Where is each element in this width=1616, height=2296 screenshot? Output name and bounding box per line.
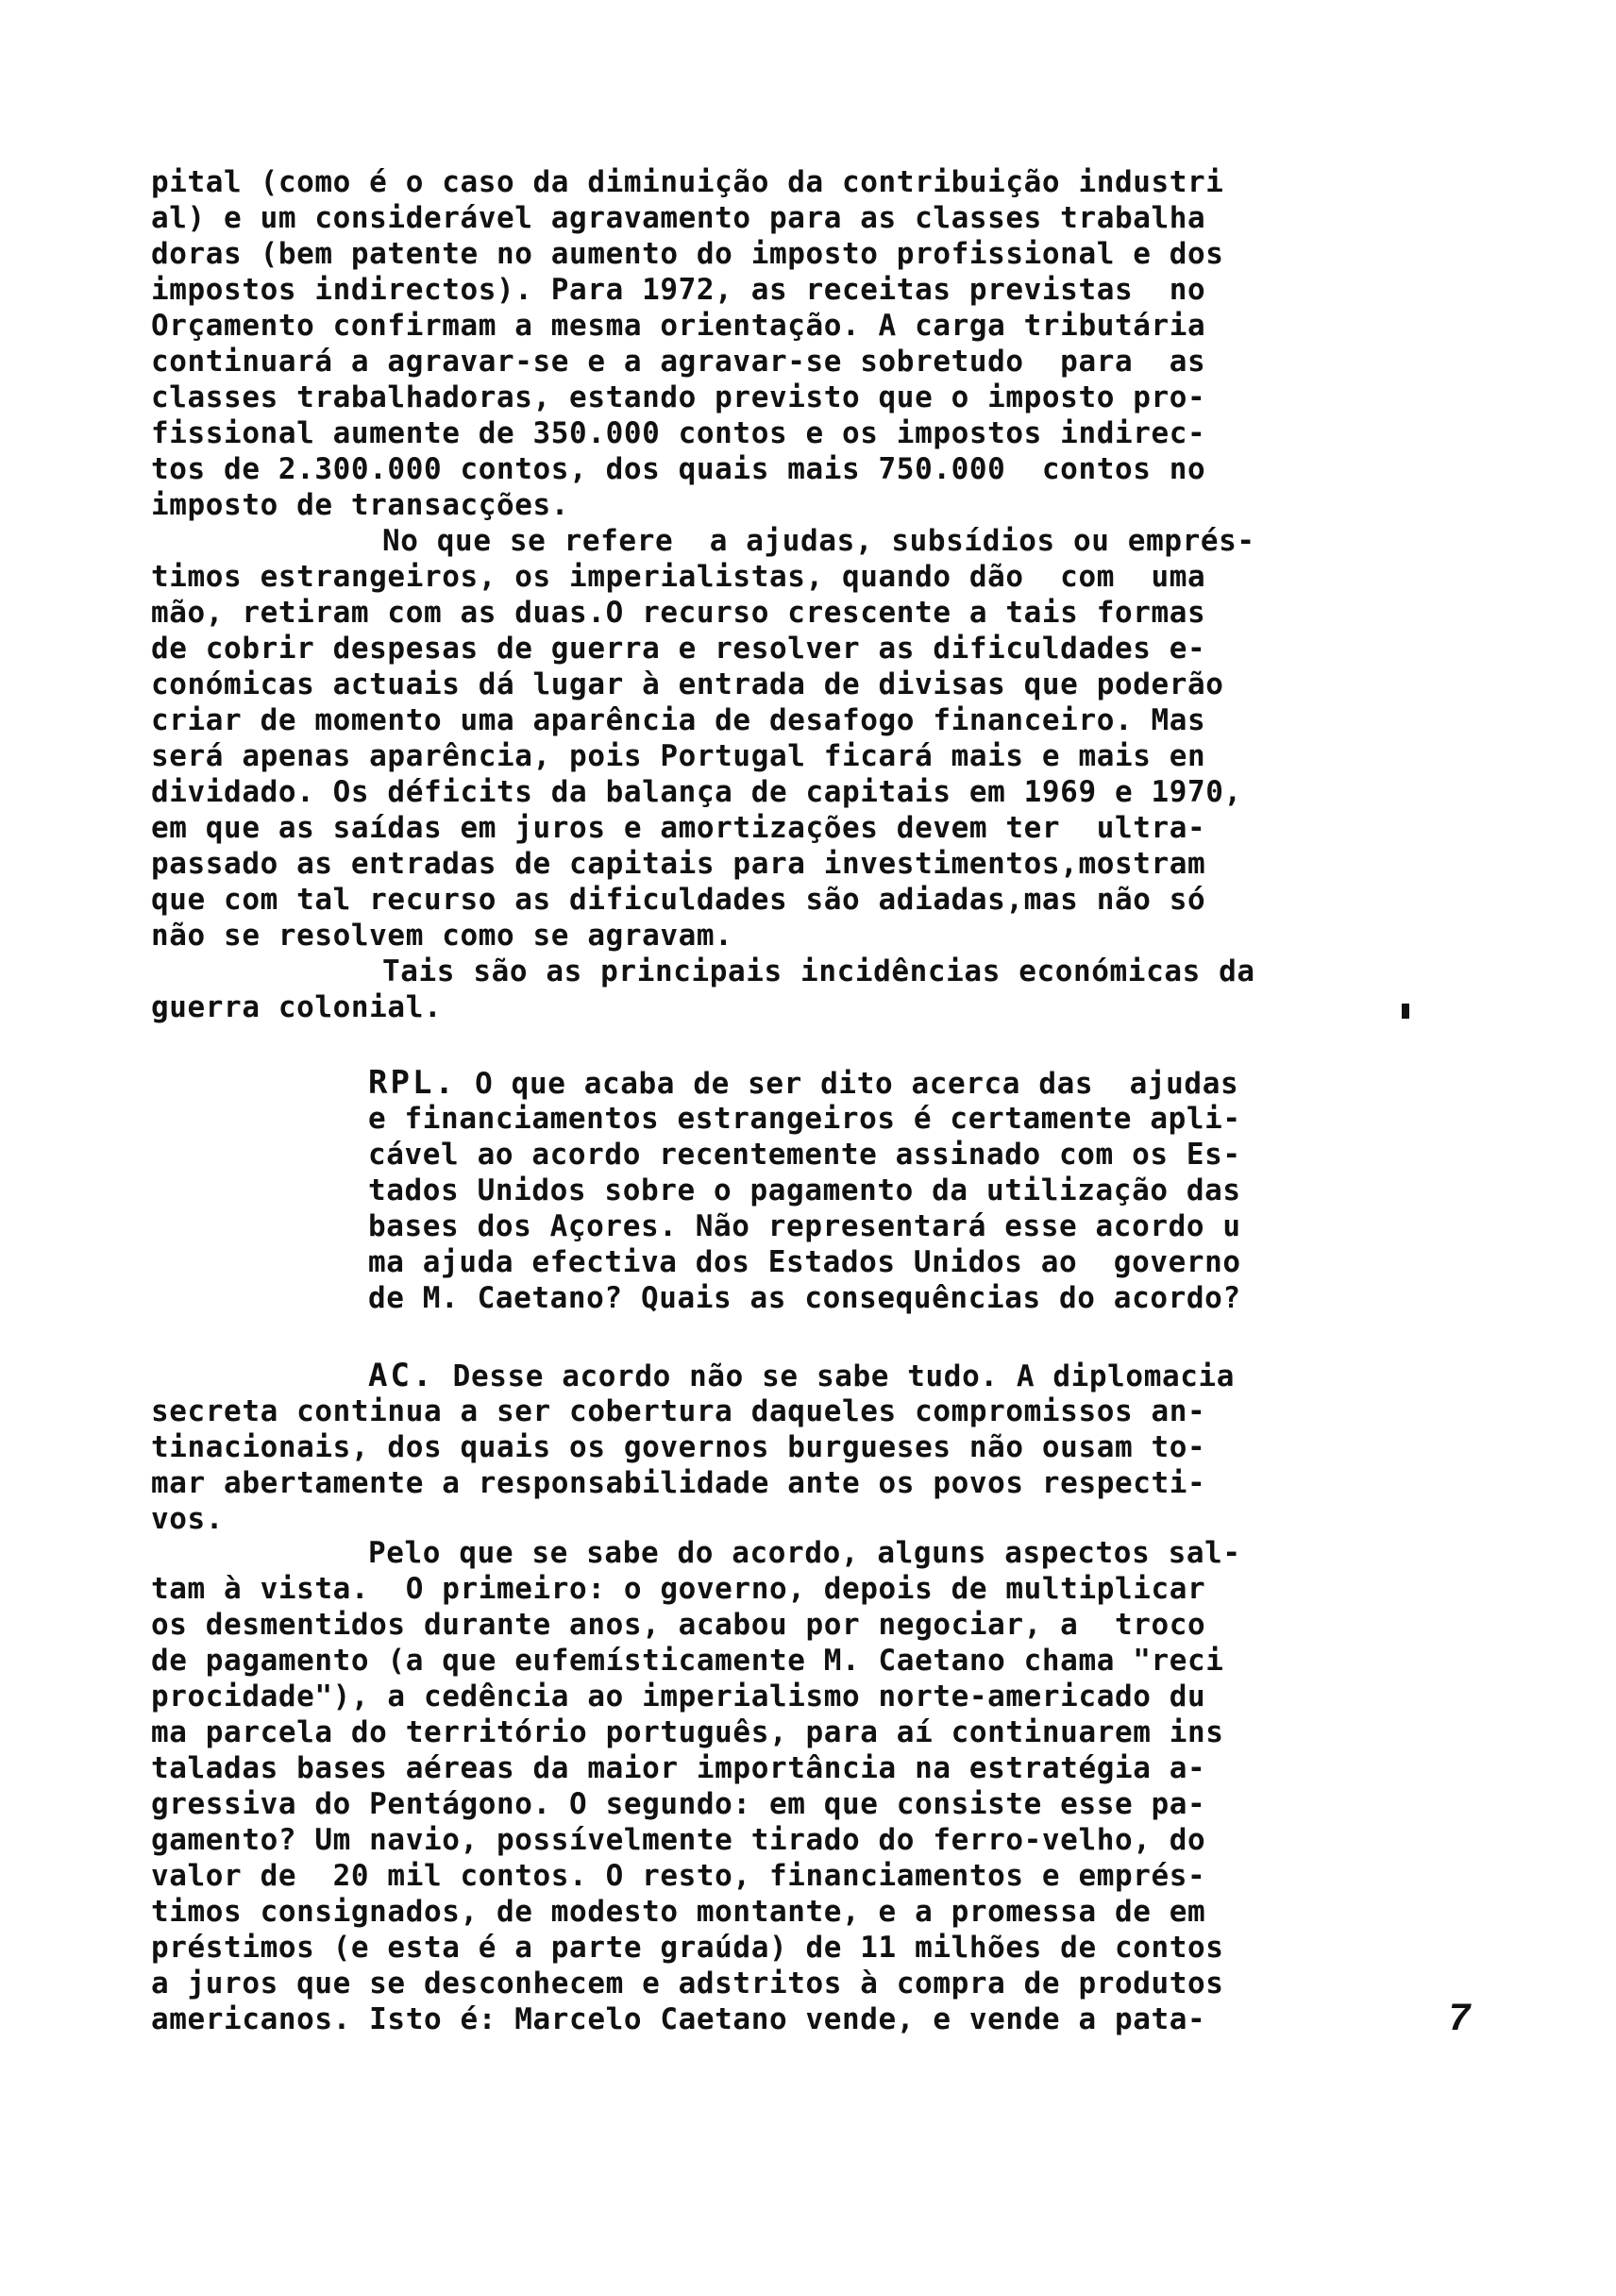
text-line: valor de 20 mil contos. O resto, financiamentos e emprés- — [151, 1859, 1206, 1893]
question-first-line — [368, 1065, 1238, 1102]
text-line: cável ao acordo recentemente assinado com os Es- — [368, 1138, 1241, 1172]
text-line: tinacionais, dos quais os governos burgueses não ousam to- — [151, 1430, 1206, 1464]
text-line: secreta continua a ser cobertura daqueles compromissos an- — [151, 1394, 1206, 1428]
text-line: timos estrangeiros, os imperialistas, quando dão com uma — [151, 560, 1206, 594]
text-line: O que acaba de ser dito acerca das ajudas — [456, 1067, 1239, 1101]
text-line: de cobrir despesas de guerra e resolver as dificuldades e- — [151, 632, 1206, 666]
text-line: mar abertamente a responsabilidade ante os povos respecti- — [151, 1466, 1206, 1500]
text-line: pital (como é o caso da diminuição da contribuição industri — [151, 165, 1224, 199]
text-line: procidade"), a cedência ao imperialismo norte-americado du — [151, 1680, 1206, 1714]
page-number: 7 — [1449, 1997, 1471, 2038]
text-line: Orçamento confirmam a mesma orientação. A carga tributária — [151, 309, 1206, 343]
text-line: americanos. Isto é: Marcelo Caetano vende, e vende a pata- — [151, 2002, 1206, 2036]
text-line: passado as entradas de capitais para investimentos,mostram — [151, 847, 1206, 881]
text-line: al) e um considerável agravamento para as classes trabalha — [151, 201, 1206, 235]
text-line: ma parcela do território português, para aí continuarem ins — [151, 1715, 1224, 1749]
text-line: conómicas actuais dá lugar à entrada de divisas que poderão — [151, 667, 1224, 701]
text-line: em que as saídas em juros e amortizações devem ter ultra- — [151, 811, 1206, 845]
section-end-mark — [1402, 1004, 1409, 1019]
text-line: Desse acordo não se sabe tudo. A diplomacia — [434, 1359, 1236, 1393]
text-line: ma ajuda efectiva dos Estados Unidos ao governo — [368, 1245, 1241, 1279]
text-line: Pelo que se sabe do acordo, alguns aspectos sal- — [368, 1536, 1241, 1570]
text-line: de pagamento (a que eufemísticamente M. Caetano chama "reci — [151, 1644, 1224, 1678]
text-line: a juros que se desconhecem e adstritos à compra de produtos — [151, 1967, 1224, 2001]
text-line: não se resolvem como se agravam. — [151, 919, 733, 953]
text-line: doras (bem patente no aumento do imposto profissional e dos — [151, 237, 1224, 271]
text-line: e financiamentos estrangeiros é certamente apli- — [368, 1102, 1241, 1136]
text-line: taladas bases aéreas da maior importância na estratégia a- — [151, 1751, 1206, 1785]
text-line: tados Unidos sobre o pagamento da utilização das — [368, 1173, 1241, 1207]
text-line: bases dos Açores. Não representará esse acordo u — [368, 1209, 1241, 1243]
text-line: classes trabalhadoras, estando previsto que o imposto pro- — [151, 380, 1206, 414]
text-line: tam à vista. O primeiro: o governo, depois de multiplicar — [151, 1572, 1206, 1606]
text-line: mão, retiram com as duas.O recurso crescente a tais formas — [151, 596, 1206, 630]
text-line: criar de momento uma aparência de desafogo financeiro. Mas — [151, 703, 1206, 737]
question-label: RPL. — [368, 1064, 457, 1102]
text-line: fissional aumente de 350.000 contos e os impostos indirec- — [151, 416, 1206, 450]
text-line: de M. Caetano? Quais as consequências do acordo? — [368, 1281, 1241, 1315]
answer-label: AC. — [368, 1357, 435, 1394]
answer-first-line — [368, 1358, 1235, 1394]
text-line: Tais são as principais incidências económicas da — [382, 954, 1255, 988]
text-line: continuará a agravar-se e a agravar-se sobretudo para as — [151, 345, 1206, 379]
text-line: gamento? Um navio, possívelmente tirado do ferro-velho, do — [151, 1823, 1206, 1857]
text-line: impostos indirectos). Para 1972, as receitas previstas no — [151, 273, 1206, 307]
text-line: préstimos (e esta é a parte graúda) de 11 milhões de contos — [151, 1931, 1224, 1965]
text-line: guerra colonial. — [151, 990, 443, 1024]
text-line: timos consignados, de modesto montante, e a promessa de em — [151, 1895, 1206, 1929]
text-line: será apenas aparência, pois Portugal ficará mais e mais en — [151, 739, 1206, 773]
text-line: No que se refere a ajudas, subsídios ou emprés- — [382, 524, 1255, 558]
text-line: dividado. Os déficits da balança de capitais em 1969 e 1970, — [151, 775, 1242, 809]
text-line: tos de 2.300.000 contos, dos quais mais 750.000 contos no — [151, 452, 1206, 486]
text-line: os desmentidos durante anos, acabou por negociar, a troco — [151, 1608, 1206, 1642]
text-line: gressiva do Pentágono. O segundo: em que consiste esse pa- — [151, 1787, 1206, 1821]
text-line: vos. — [151, 1502, 225, 1536]
text-line: imposto de transacções. — [151, 488, 570, 522]
text-line: que com tal recurso as dificuldades são adiadas,mas não só — [151, 883, 1206, 917]
